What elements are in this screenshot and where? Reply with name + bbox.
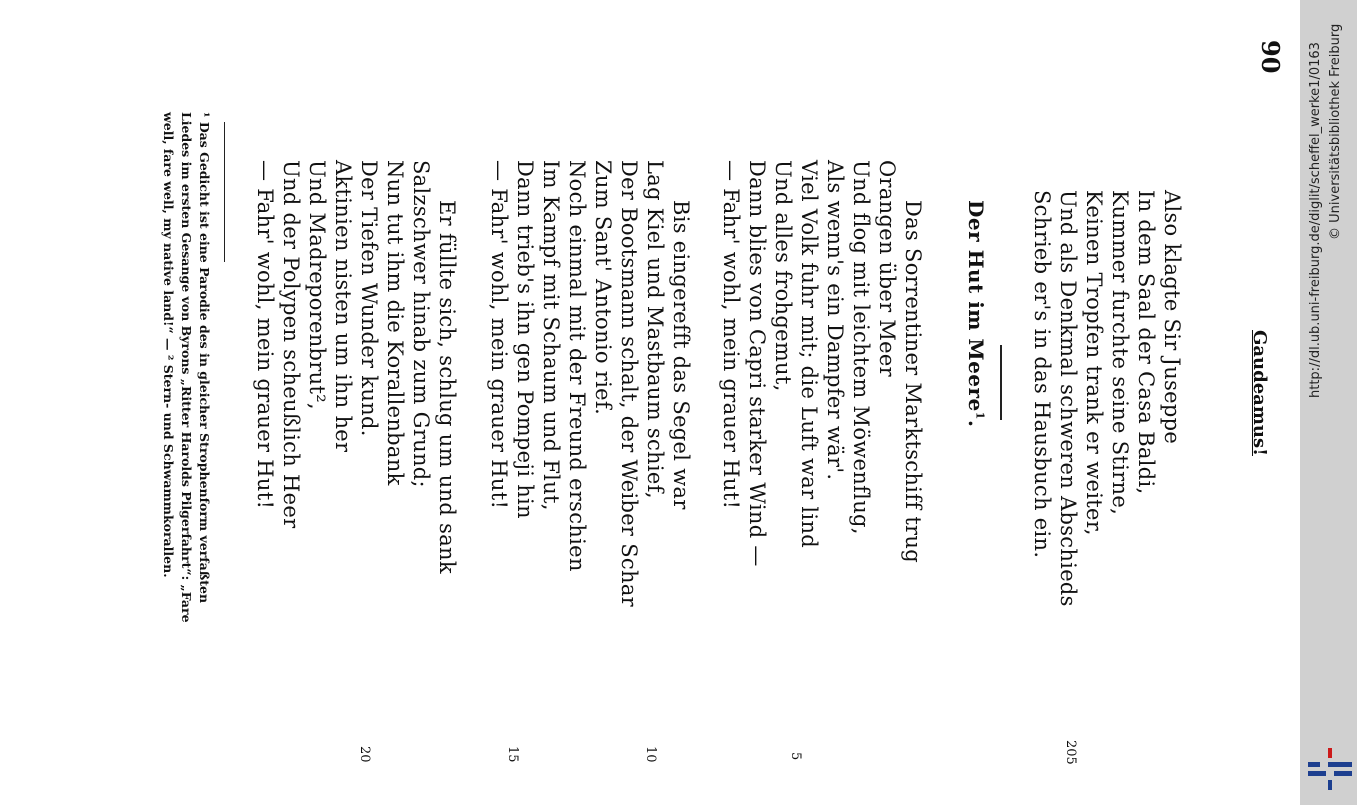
poem-line: Viel Volk fuhr mit; die Luft war lind <box>797 160 821 549</box>
poem-line: — Fahr' wohl, mein grauer Hut! <box>253 160 277 510</box>
poem-line: — Fahr' wohl, mein grauer Hut! <box>719 160 743 510</box>
poem-line: Schrieb er's in das Hausbuch ein. <box>1030 190 1054 559</box>
poem-line: Salzschwer hinab zum Grund; <box>409 160 433 488</box>
poem-line: Und der Polypen scheußlich Heer <box>279 160 303 529</box>
poem-line: Und alles frohgemut, <box>771 160 795 392</box>
poem-line: Nun tut ihm die Korallenbank <box>383 160 407 486</box>
logo-blue-bar <box>1328 780 1332 790</box>
poem-line: Aktinien nisten um ihn her <box>331 160 355 453</box>
poem-line: Dann blies von Capri starker Wind — <box>745 160 769 567</box>
poem-line: Er füllte sich, schlug um und sank <box>435 200 459 574</box>
poem-line: In dem Saal der Casa Baldi, <box>1134 190 1158 495</box>
poem-line: Der Tiefen Wunder kund. <box>357 160 381 437</box>
running-head: Gaudeamus! <box>1249 330 1270 456</box>
footnote-divider <box>224 122 225 262</box>
logo-blue-bar <box>1334 771 1352 776</box>
logo-blue-bar <box>1308 771 1326 776</box>
footnote-line: Liedes im ersten Gesange von Byrons „Ritter Harolds Pilgerfahrt“: „Fare <box>179 112 194 623</box>
poem-title <box>964 200 988 427</box>
poem-title-text: Der Hut im Meere <box>964 200 988 412</box>
poem-line: Im Kampf mit Schaum und Flut, <box>539 160 563 511</box>
line-number: 205 <box>1063 740 1078 765</box>
line-number: 20 <box>357 746 372 763</box>
footnote-mark: 1 <box>973 411 987 420</box>
poem-line: Zum Sant' Antonio rief. <box>591 160 615 416</box>
logo-red-bar <box>1328 748 1332 758</box>
line-number: 5 <box>788 752 803 761</box>
poem-line: Keinen Tropfen trank er weiter, <box>1082 190 1106 536</box>
poem-line: — Fahr' wohl, mein grauer Hut! <box>487 160 511 510</box>
page-number: 90 <box>1256 40 1285 74</box>
poem-line: Lag Kiel und Mastbaum schief, <box>643 160 667 499</box>
copyright-notice: © Universitätsbibliothek Freiburg <box>1328 23 1343 240</box>
poem-line: Und flog mit leichtem Möwenflug, <box>849 160 873 535</box>
section-divider <box>1000 345 1002 420</box>
poem-line: Orangen über Meer <box>875 160 899 377</box>
poem-line: Noch einmal mit der Freund erschien <box>565 160 589 572</box>
ub-freiburg-logo-icon <box>1308 748 1352 790</box>
source-url[interactable]: http://dl.ub.uni-freiburg.de/diglit/scheffel_werke1/0163 <box>1308 42 1323 398</box>
repository-sidebar <box>1300 0 1357 805</box>
title-period: . <box>964 419 988 428</box>
poem-line: Dann trieb's ihn gen Pompeji hin <box>513 160 537 519</box>
logo-blue-bar <box>1308 762 1320 767</box>
poem-line: Also klagte Sir Juseppe <box>1160 190 1184 445</box>
footnote-line: well, fare well, my native land!“ — ² Stern- und Schwammkorallen. <box>161 112 176 578</box>
footnote-line: ¹ Das Gedicht ist eine Parodie des in gleicher Strophenform verfaßten <box>197 112 212 604</box>
poem-line: Bis eingerefft das Segel war <box>669 200 693 510</box>
poem-line: Und Madreporenbrut², <box>305 160 329 410</box>
poem-line: Als wenn's ein Dampfer wär'. <box>823 160 847 481</box>
poem-line: Kummer furchte seine Stirne, <box>1108 190 1132 516</box>
poem-line: Das Sorrentiner Marktschiff trug <box>901 200 925 563</box>
logo-blue-bar <box>1328 762 1352 767</box>
line-number: 15 <box>505 746 520 763</box>
line-number: 10 <box>643 746 658 763</box>
poem-line: Der Bootsmann schalt, der Weiber Schar <box>617 160 641 607</box>
poem-line: Und als Denkmal schweren Abschieds <box>1056 190 1080 607</box>
